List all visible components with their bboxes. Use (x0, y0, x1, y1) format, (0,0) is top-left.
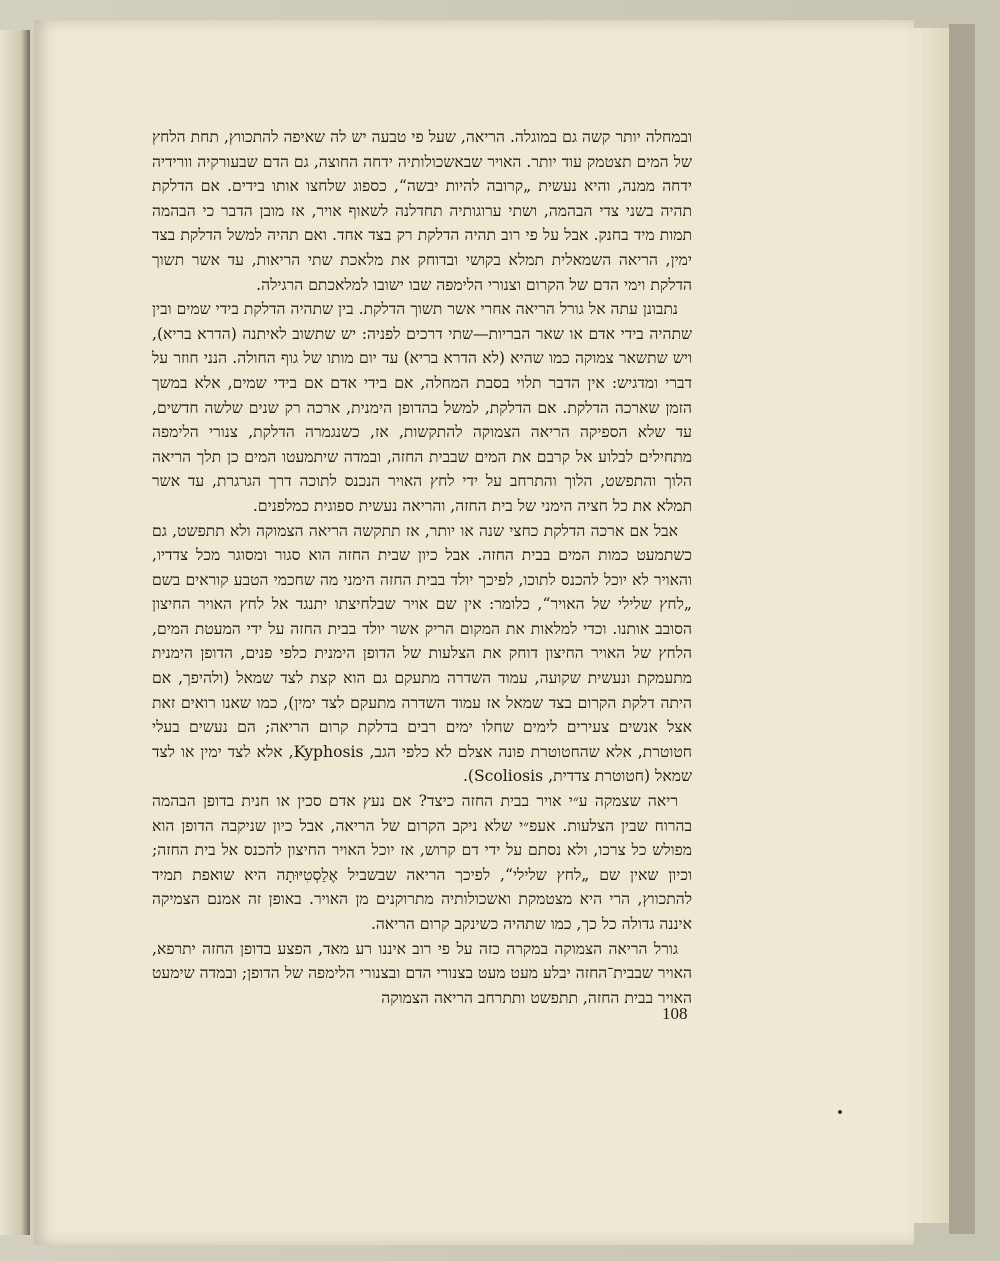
page-number: 108 (662, 1004, 688, 1023)
book-cover-edge (949, 24, 975, 1234)
paragraph: ובמחלה יותר קשה גם במוגלה. הריאה, שעל פי טבעה יש לה שאיפה להתכווץ, תחת הלחץ של המים תצטמק עוד יותר. האויר שבאשכולותיה ידחה החוצה, גם הדם שבעורקיה וורידיה ידחה ממנה, והיא נעשית „קרובה להיות יבשה“, כספוג שלחצו אותו בידים. אם הדלקת תהיה בשני צדי הבהמה, ושתי ערוגותיה תחדלנה לשאוף אויר, אז מובן הדבר כי הבהמה תמות מיד בחנק. אבל על פי רוב תהיה הדלקת רק בצד אחד. ואם תהיה למשל הדלקת בצד ימין, הריאה השמאלית תמלא בקושי ובדוחק את מלאכת שתי הריאות, עד אשר תשוך הדלקת וימי הדם של הקרום וצנורי הלימפה שבו ישובו למלאכתם הרגילה. (152, 128, 692, 294)
paragraph: ריאה שצמקה ע״י אויר בבית החזה כיצד? אם נעץ אדם סכין או חנית בדופן הבהמה בהרוח שבין הצלעות. אעפ״י שלא ניקב הקרום של הריאה, אבל כיון שניקבה הדופן הוא מפולש כל צרכו, ולא נסתם על ידי דם קרוש, אז יוכל האויר החיצון להכנס אל בית החזה; וכיון שאין שם „לחץ שלילי“, לפיכך הריאה שבשביל אֶלַסְטִיּוּתָה היא שואפת תמיד להתכווץ, הרי היא מצטמקת ואשכולותיה מתרוקנים מן האויר. באופן זה אמנם הצמיקה איננה גדולה כל כך, כמו שתהיה כשינקב קרום הריאה. (152, 792, 692, 933)
body-text (152, 125, 692, 1010)
paragraph: אבל אם ארכה הדלקת כחצי שנה או יותר, אז תתקשה הריאה הצמוקה ולא תתפשט, גם כשתמעט כמות המים בבית החזה. אבל כיון שבית החזה הוא סגור ומסוגר מכל צדדיו, והאויר לא יוכל להכנס לתוכו, לפיכך יולד בבית החזה הימני מה שחכמי הטבע קוראים בשם „לחץ שלילי של האויר“, כלומר: אין שם אויר שבלחיצתו יתנגד אל לחץ האויר החיצון הסובב אותנו. וכדי למלאות את המקום הריק אשר יולד בבית החזה על ידי המעטת המים, הלחץ של האויר החיצון דוחק את הצלעות של הדופן הימנית כלפי פנים, הדופן הימנית מתעמקת ונעשית שקועה, עמוד השדרה מתעקם גם הוא קצת לצד שמאל (ולהיפך, אם היתה דלקת הקרום בצד שמאל אז עמוד השדרה מתעקם לצד ימין), כמו שאנו רואים זאת אצל אנשים צעירים לימים שחלו ימים רבים בדלקת קרום הריאה; הם נעשים בעלי חטוטרת, אלא שהחטוטרת פונה אצלם לא כלפי הגב, Kyphosis, אלא לצד ימין או לצד שמאל (חטוטרת צדדית, Scoliosis). (152, 521, 692, 786)
paragraph: גורל הריאה הצמוקה במקרה כזה על פי רוב איננו רע מאד, הפצע בדופן החזה יתרפא, האויר שבבית־החזה יבלע מעט מעט בצנורי הדם ובצנורי הלימפה של הדופן; ובמדה שימעט האויר בבית החזה, תתפשט ותתרחב הריאה הצמוקה (152, 939, 692, 1007)
paragraph: נתבונן עתה אל גורל הריאה אחרי אשר תשוך הדלקת. בין שתהיה הדלקת בידי שמים ובין שתהיה בידי אדם או שאר הבריות—שתי דרכים לפניה: יש שתשוב לאיתנה (הדרא בריא), ויש שתשאר צמוקה כמו שהיא (לא הדרא בריא) עד יום מותו של גוף החולה. הנני חוזר על דברי ומדגיש: אין הדבר תלוי בסבת המחלה, אם בידי אדם אם בידי שמים, אלא במשך הזמן שארכה הדלקת. אם הדלקת, למשל בהדופן הימנית, ארכה רק שנים שלשה חדשים, עד שלא הספיקה הריאה הצמוקה להתקשות, אז, כשנגמרה הדלקת, צנורי הלימפה מתחילים לבלוע אל קרבם את המים שבבית החזה, ובמדה שיתמעטו המים כן תלך הריאה הלוך והתפשט, הלוך והתרחב על ידי לחץ האויר הנכנס לתוכה דרך הגרגרת, עד אשר תמלא את כל חציה הימני של בית החזה, והריאה נעשית ספוגית כמלפנים. (152, 300, 692, 515)
left-page-edge (0, 30, 30, 1235)
ink-speck (838, 1110, 842, 1114)
